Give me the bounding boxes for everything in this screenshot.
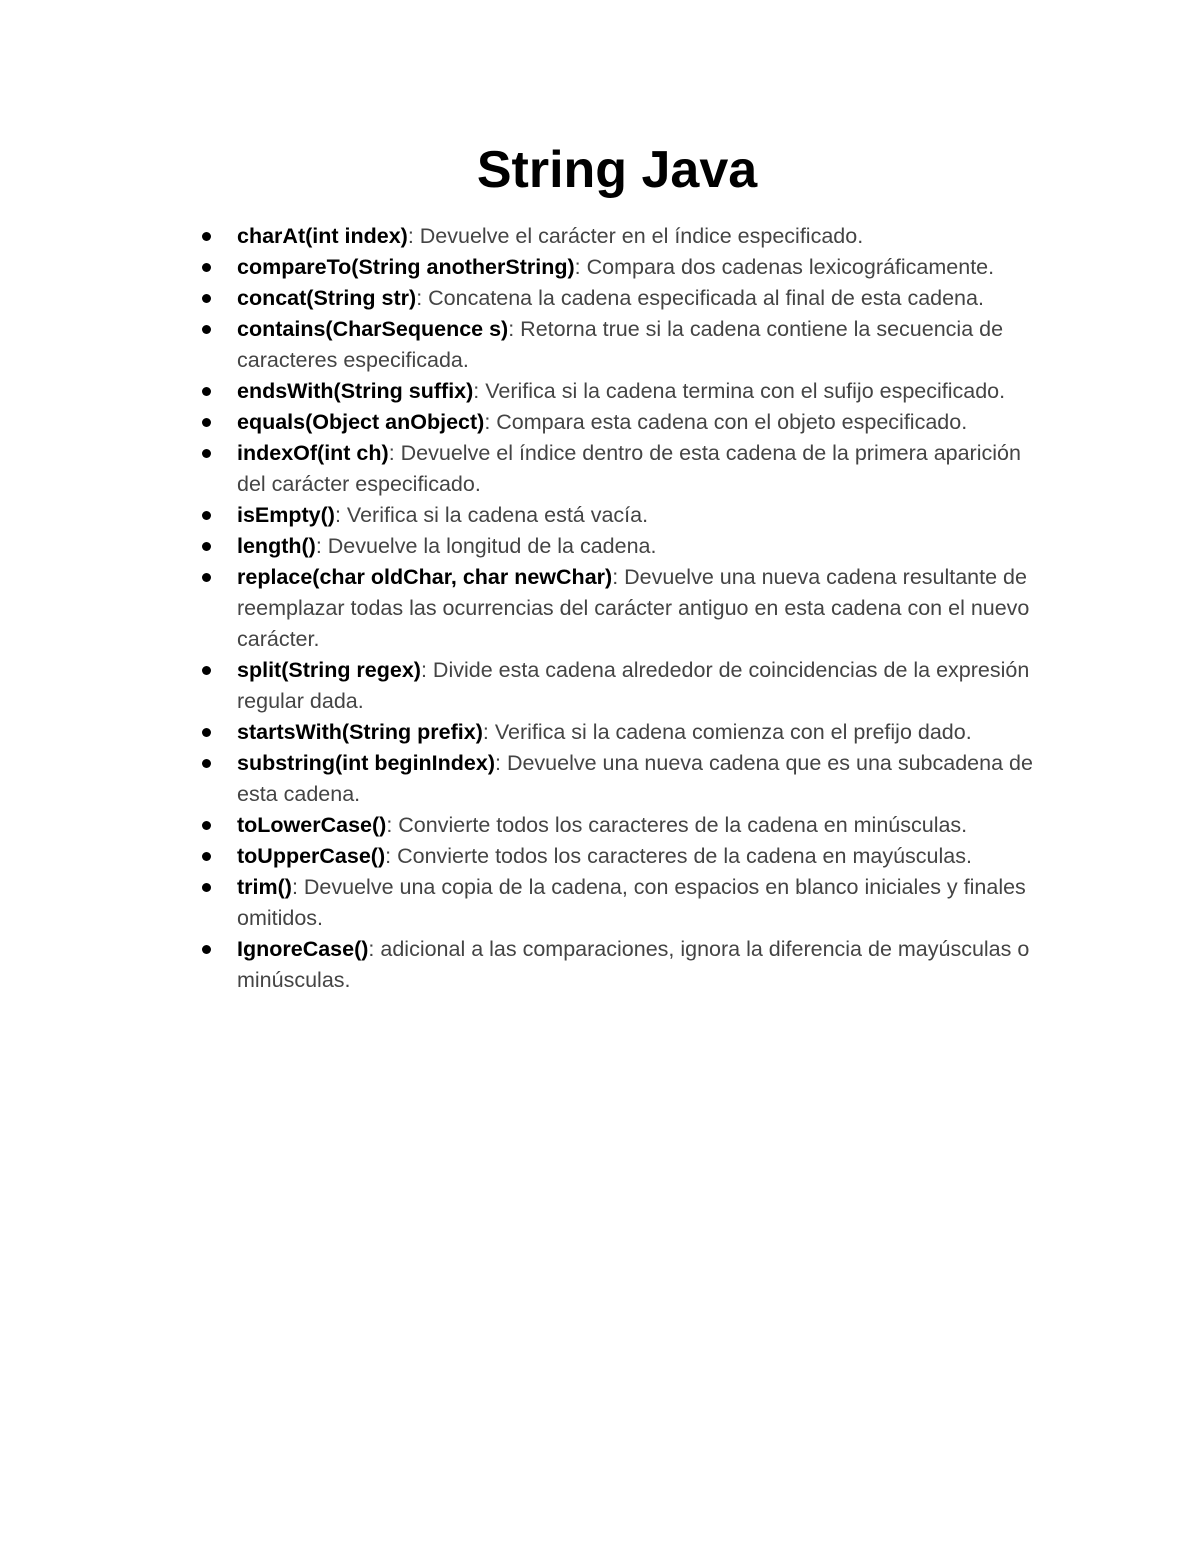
method-description: Concatena la cadena especificada al final de esta cadena. — [428, 286, 984, 310]
method-description: Verifica si la cadena está vacía. — [346, 503, 649, 527]
separator: : — [416, 286, 429, 310]
list-item — [237, 872, 1037, 934]
method-signature: concat(String str) — [237, 286, 417, 310]
method-description: Devuelve la longitud de la cadena. — [327, 534, 657, 558]
method-signature: split(String regex) — [237, 658, 421, 682]
method-list — [237, 221, 1037, 996]
method-signature: trim() — [237, 875, 292, 899]
separator: : — [388, 441, 401, 465]
separator: : — [315, 534, 328, 558]
method-signature: endsWith(String suffix) — [237, 379, 474, 403]
method-description: Convierte todos los caracteres de la cadena en mayúsculas. — [397, 844, 972, 868]
method-description: adicional a las comparaciones, ignora la diferencia de mayúsculas o minúsculas. — [237, 937, 1030, 992]
method-signature: isEmpty() — [237, 503, 335, 527]
method-signature: equals(Object anObject) — [237, 410, 485, 434]
method-description: Devuelve una copia de la cadena, con espacios en blanco iniciales y finales omitidos. — [237, 875, 1026, 930]
separator: : — [386, 813, 399, 837]
method-description: Convierte todos los caracteres de la cadena en minúsculas. — [398, 813, 968, 837]
separator: : — [495, 751, 507, 775]
list-item — [237, 748, 1037, 810]
separator: : — [574, 255, 587, 279]
method-description: Retorna true si la cadena contiene la secuencia de caracteres especificada. — [237, 317, 1004, 372]
method-description: Verifica si la cadena comienza con el prefijo dado. — [494, 720, 972, 744]
separator: : — [407, 224, 420, 248]
list-item — [237, 655, 1037, 717]
method-signature: replace(char oldChar, char newChar) — [237, 565, 613, 589]
method-description: Compara dos cadenas lexicográficamente. — [586, 255, 995, 279]
separator: : — [291, 875, 304, 899]
separator: : — [420, 658, 433, 682]
list-item — [237, 221, 1037, 252]
list-item — [237, 841, 1037, 872]
method-description: Divide esta cadena alrededor de coincidencias de la expresión regular dada. — [237, 658, 1030, 713]
method-description: Compara esta cadena con el objeto especificado. — [496, 410, 968, 434]
separator: : — [612, 565, 625, 589]
separator: : — [482, 720, 495, 744]
method-signature: indexOf(int ch) — [237, 441, 389, 465]
list-item — [237, 252, 1037, 283]
list-item — [237, 438, 1037, 500]
method-description: Devuelve el índice dentro de esta cadena de la primera aparición del carácter especificado. — [237, 441, 1021, 496]
list-item — [237, 562, 1037, 655]
separator: : — [484, 410, 497, 434]
method-description: Verifica si la cadena termina con el sufijo especificado. — [485, 379, 1006, 403]
method-signature: IgnoreCase() — [237, 937, 369, 961]
list-item — [237, 500, 1037, 531]
list-item — [237, 531, 1037, 562]
list-item — [237, 376, 1037, 407]
list-item — [237, 314, 1037, 376]
list-item — [237, 283, 1037, 314]
separator: : — [334, 503, 347, 527]
method-signature: substring(int beginIndex) — [237, 751, 495, 775]
method-signature: startsWith(String prefix) — [237, 720, 483, 744]
method-signature: length() — [237, 534, 316, 558]
method-signature: toLowerCase() — [237, 813, 387, 837]
list-item — [237, 810, 1037, 841]
method-signature: toUpperCase() — [237, 844, 386, 868]
method-description: Devuelve una nueva cadena que es una subcadena de esta cadena. — [237, 751, 1033, 806]
page-title: String Java — [476, 141, 758, 199]
method-signature: compareTo(String anotherString) — [237, 255, 575, 279]
separator: : — [385, 844, 398, 868]
method-description: Devuelve una nueva cadena resultante de reemplazar todas las ocurrencias del carácter antiguo en esta cadena con el nuevo carácter. — [237, 565, 1030, 651]
separator: : — [508, 317, 521, 341]
method-signature: contains(CharSequence s) — [237, 317, 509, 341]
separator: : — [368, 937, 381, 961]
method-signature: charAt(int index) — [237, 224, 408, 248]
list-item — [237, 717, 1037, 748]
list-item — [237, 934, 1037, 996]
method-description: Devuelve el carácter en el índice especificado. — [419, 224, 864, 248]
list-item — [237, 407, 1037, 438]
separator: : — [473, 379, 486, 403]
